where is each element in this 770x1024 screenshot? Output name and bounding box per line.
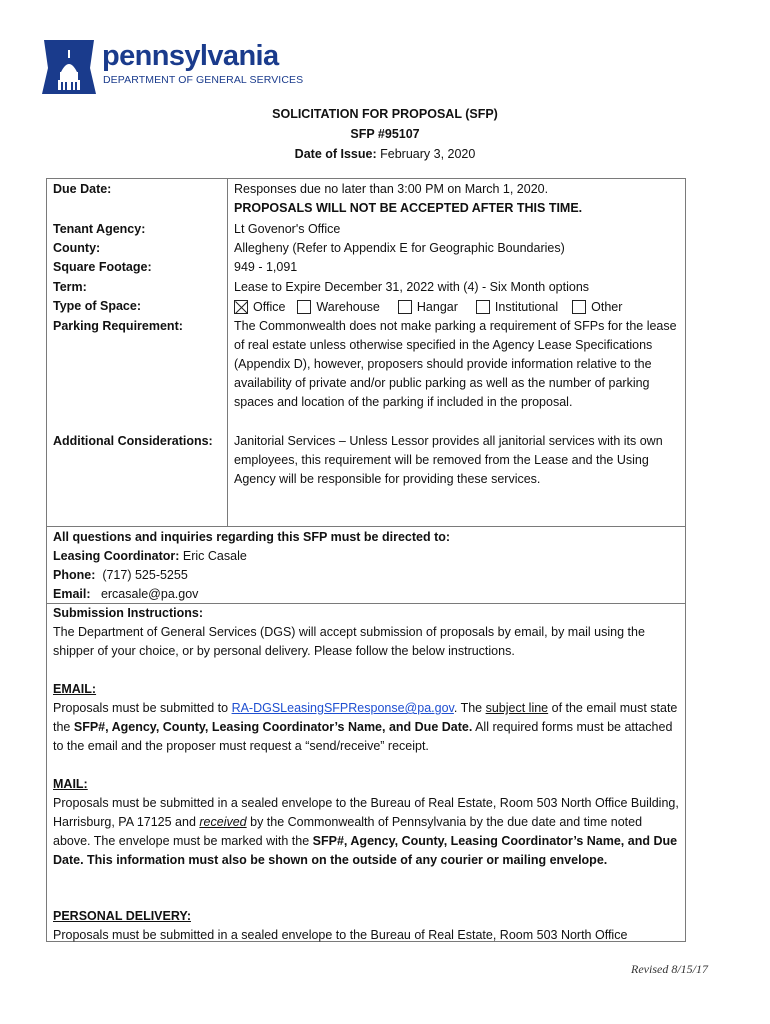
warehouse-checkbox[interactable] [297,300,311,314]
submission-section [53,604,683,661]
document-title-block [0,104,770,164]
submission-heading: Submission Instructions: [53,606,204,620]
coordinator-line [53,547,683,566]
sfp-number: SFP #95107 [350,127,420,141]
mail-instructions [53,775,683,870]
tenant-agency-label: Tenant Agency: [53,222,146,236]
logo-wordmark: pennsylvania [102,40,279,72]
email-heading: EMAIL: [53,682,97,696]
parking-requirement-value: The Commonwealth does not make parking a requirement of SFPs for the lease of real estate unless otherwise specified in the Agency Lease Specifications (Appendix D), however, proposers should provide information relative to the availability of private and/or public parking as well as the number of parking spaces and location of the parking if included in the proposal. [234,319,677,409]
county-value: Allegheny (Refer to Appendix E for Geographic Boundaries) [234,241,565,255]
row-divider-contact [46,526,686,527]
personal-delivery-text: Proposals must be submitted in a sealed envelope to the Bureau of Real Estate, Room 503 North Office [53,928,628,942]
mail-text-1: Proposals must be submitted in a sealed envelope to the Bureau of Real Estate, Room 503 North Office Building, Harrisburg, PA 17125 and [53,796,679,829]
personal-delivery-heading: PERSONAL DELIVERY: [53,909,191,923]
email-required-fields: SFP#, Agency, County, Leasing Coordinator’s Name, and Due Date. [73,720,473,734]
square-footage-label: Square Footage: [53,260,152,274]
phone-line [53,566,683,585]
email-label: Email: [53,587,91,601]
warehouse-option-label: Warehouse [316,299,380,314]
other-option-label: Other [591,299,623,314]
email-line [53,585,683,604]
tenant-agency-value: Lt Govenor's Office [234,222,341,236]
received-text: received [199,815,247,829]
due-date-label: Due Date: [53,182,112,196]
hangar-checkbox[interactable] [398,300,412,314]
other-checkbox[interactable] [572,300,586,314]
revision-note: Revised 8/15/17 [631,962,708,976]
keystone-capitol-icon [40,38,98,96]
email-instructions-text [53,699,683,756]
email-text-2: . The [453,701,486,715]
contact-heading: All questions and inquiries regarding this SFP must be directed to: [53,530,451,544]
column-divider [227,178,228,526]
email-value: ercasale@pa.gov [100,587,199,601]
term-label: Term: [53,280,87,294]
mail-text-2: by the Commonwealth of Pennsylvania by the due date and time noted above. The envelope must be marked with the [53,815,643,848]
contact-section [53,528,683,604]
date-of-issue-value: February 3, 2020 [380,147,476,161]
email-instructions [53,680,683,756]
additional-considerations-label: Additional Considerations: [53,434,213,448]
institutional-option-label: Institutional [494,299,559,314]
personal-delivery-instructions [53,907,683,945]
additional-considerations-value: Janitorial Services – Unless Lessor provides all janitorial services with its own employees, this requirement will be removed from the Lease and the Using Agency will be responsible for providing these services. [234,434,663,486]
coordinator-name: Eric Casale [182,549,247,563]
type-of-space-label: Type of Space: [53,299,141,313]
county-label: County: [53,241,101,255]
parking-requirement-label: Parking Requirement: [53,319,183,333]
due-date-value: Responses due no later than 3:00 PM on March 1, 2020. [234,182,549,196]
logo-department: DEPARTMENT OF GENERAL SERVICES [103,74,304,86]
phone-value: (717) 525-5255 [102,568,188,582]
email-text-4: All required forms must be attached to the email and the proposer must request a “send/receive” receipt. [53,720,673,753]
due-date-notice: PROPOSALS WILL NOT BE ACCEPTED AFTER THIS TIME. [234,201,583,215]
coordinator-label: Leasing Coordinator: [53,549,180,563]
subject-line-text: subject line [485,701,549,715]
submission-intro: The Department of General Services (DGS) will accept submission of proposals by email, by mail using the shipper of your choice, or by personal delivery. Please follow the below instructions. [53,625,645,658]
email-text-3: of the email must state the [53,701,678,734]
square-footage-value: 949 - 1,091 [234,260,298,274]
mail-heading: MAIL: [53,777,88,791]
mail-instructions-text [53,794,683,870]
submission-email-link[interactable]: RA-DGSLeasingSFPResponse@pa.gov [231,701,454,715]
type-of-space-options [234,297,634,316]
institutional-checkbox[interactable] [476,300,490,314]
phone-label: Phone: [53,568,96,582]
hangar-option-label: Hangar [416,299,458,314]
office-option-label: Office [253,299,286,314]
mail-required-fields: SFP#, Agency, County, Leasing Coordinator’s Name, and Due Date. This information must also be shown on the outside of any courier or mailing envelope. [53,834,678,867]
office-checkbox[interactable] [234,300,248,314]
email-text-1: Proposals must be submitted to [53,701,232,715]
term-value: Lease to Expire December 31, 2022 with (4) - Six Month options [234,280,590,294]
date-of-issue [0,144,770,164]
pennsylvania-logo [40,38,304,96]
document-title: SOLICITATION FOR PROPOSAL (SFP) [272,107,498,121]
date-of-issue-label: Date of Issue: [294,147,377,161]
